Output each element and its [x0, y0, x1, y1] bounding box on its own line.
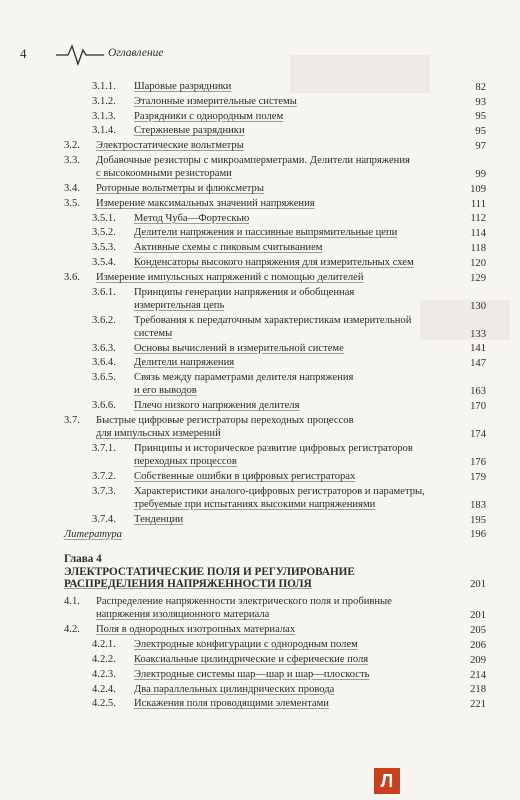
toc-entry-number: 3.4.: [64, 182, 80, 194]
toc-entry[interactable]: [64, 638, 486, 653]
toc-entry-page: 95: [475, 111, 486, 123]
toc-entry[interactable]: [64, 154, 486, 182]
toc-entry-number: 3.5.3.: [92, 242, 116, 254]
toc-entry[interactable]: [64, 124, 486, 139]
toc-entry-page: 130: [470, 300, 486, 312]
toc-entry[interactable]: [64, 241, 486, 256]
toc-entry-title-line: Метод Чуба—Фортескью: [134, 212, 250, 224]
toc-entry-page: 99: [475, 168, 486, 180]
toc-entry-page: 183: [470, 499, 486, 511]
toc-entry[interactable]: [64, 528, 486, 543]
toc-entry-title: [96, 623, 454, 636]
toc-entry-title-line: Связь между параметрами делителя напряжения: [134, 372, 354, 384]
toc-entry-title-line: и его выводов: [134, 385, 197, 397]
toc-entry-page: 111: [470, 198, 486, 210]
toc-entry-title-line: Делители напряжения: [134, 357, 235, 369]
toc-entry[interactable]: [64, 595, 486, 623]
toc-entry[interactable]: [64, 485, 486, 513]
toc-entry-title-line: Измерение максимальных значений напряжения: [96, 197, 315, 209]
toc-entry-page: 82: [475, 81, 486, 93]
toc-entry-title: [134, 697, 454, 710]
chapter-label: Глава 4: [64, 553, 102, 566]
toc-entry-title: [64, 528, 454, 541]
toc-entry-page: 214: [470, 669, 486, 681]
toc-entry-number: 3.7.2.: [92, 470, 116, 482]
toc-entry-title-line: Принципы генерации напряжения и обобщенная: [134, 286, 355, 298]
toc-entry[interactable]: [64, 653, 486, 668]
toc-entry-title-line: Электростатические вольтметры: [96, 140, 244, 152]
toc-entry-title: [134, 95, 454, 108]
toc-entry-page: 133: [470, 328, 486, 340]
toc-entry-page: 201: [470, 610, 486, 622]
toc-entry-page: 120: [470, 257, 486, 269]
toc-entry-title-line: Характеристики аналого-цифровых регистраторов и параметры,: [134, 485, 425, 497]
toc-entry-number: 3.7.1.: [92, 442, 116, 454]
toc-entry-title-line: Конденсаторы высокого напряжения для измерительных схем: [134, 256, 414, 268]
toc-entry-page: 205: [470, 625, 486, 637]
toc-entry-title-line: Разрядники с однородным полем: [134, 110, 284, 122]
toc-entry[interactable]: [64, 399, 486, 414]
toc-entry-title-line: Измерение импульсных напряжений с помощью делителей: [96, 271, 364, 283]
toc-entry-number: 3.1.1.: [92, 81, 116, 92]
toc-entry-title-line: Электродные системы шар—шар и шар—плоскость: [134, 668, 370, 680]
publisher-logo-icon: Л: [374, 768, 400, 794]
toc-entry-title-line: Литература: [64, 528, 122, 540]
toc-entry-title: [134, 638, 454, 651]
toc-entry-number: 3.2.: [64, 140, 80, 152]
toc-entry[interactable]: [64, 342, 486, 357]
toc-entry[interactable]: [64, 182, 486, 197]
toc-entry-title-line: для импульсных измерений: [96, 427, 221, 439]
toc-entry-number: 4.2.2.: [92, 653, 116, 665]
toc-entry-page: 141: [470, 343, 486, 355]
toc-entry-title: [134, 80, 454, 93]
toc-entry[interactable]: [64, 668, 486, 683]
toc-entry-title-line: Стержневые разрядники: [134, 125, 245, 137]
toc-entry-title-line: Искажения поля проводящими элементами: [134, 698, 329, 710]
toc-entry-number: 4.2.3.: [92, 668, 116, 680]
toc-entry[interactable]: [64, 110, 486, 125]
page-header: [20, 44, 500, 66]
toc-entry[interactable]: [64, 356, 486, 371]
toc-entry-title: [134, 399, 454, 412]
chapter-title-line: РАСПРЕДЕЛЕНИЯ НАПРЯЖЕННОСТИ ПОЛЯ: [64, 578, 312, 591]
toc-entry-page: 206: [470, 639, 486, 651]
toc-entry-title-line: Активные схемы с пиковым считыванием: [134, 242, 323, 254]
toc-entry-page: 129: [470, 272, 486, 284]
toc-entry-number: 3.6.1.: [92, 286, 116, 298]
section-title: Оглавление: [108, 47, 164, 59]
toc-entry-number: 3.6.6.: [92, 400, 116, 412]
toc-entry-title-line: Требования к передаточным характеристикам измерительной: [134, 314, 412, 326]
toc-entry-title: [96, 182, 454, 195]
toc-entry-number: 3.7.3.: [92, 485, 116, 497]
toc-entry-title: [134, 241, 454, 254]
toc-entry-number: 3.7.4.: [92, 513, 116, 525]
toc-entry-title: [134, 653, 454, 666]
toc-entry[interactable]: [64, 80, 486, 95]
toc-entry-title: [134, 668, 454, 681]
toc-entry-title-line: Добавочные резисторы с микроамперметрами. Делители напряжения: [96, 154, 410, 166]
toc-entry-number: 3.6.3.: [92, 342, 116, 354]
toc-entry-title: [134, 513, 454, 526]
toc-entry-title-line: измерительная цепь: [134, 299, 225, 311]
toc-entry-title: [134, 470, 454, 483]
toc-entry[interactable]: [64, 271, 486, 286]
toc-entry[interactable]: [64, 256, 486, 271]
toc-entry-title: [96, 595, 454, 621]
toc-entry-title-line: Тенденции: [134, 513, 184, 525]
toc-entry-page: 163: [470, 386, 486, 398]
toc-entry-title: [96, 197, 454, 210]
toc-entry-page: 118: [470, 242, 486, 254]
toc-entry-title-line: системы: [134, 327, 173, 339]
toc-entry-title: [134, 356, 454, 369]
chapter-heading[interactable]: [64, 553, 486, 592]
toc-entry-title: [134, 314, 454, 340]
toc-entry[interactable]: [64, 212, 486, 227]
toc-entry-title-line: Эталонные измерительные системы: [134, 95, 297, 107]
toc-entry-number: 3.5.: [64, 197, 80, 209]
toc-entry-number: 3.1.2.: [92, 95, 116, 107]
toc-entry[interactable]: [64, 697, 486, 712]
toc-entry-title-line: Делители напряжения и пассивные выпрямительные цепи: [134, 227, 398, 239]
toc-entry[interactable]: [64, 442, 486, 470]
toc-entry-title-line: Коаксиальные цилиндрические и сферические поля: [134, 653, 369, 665]
toc-entry-page: 114: [470, 228, 486, 240]
toc-entry-page: 112: [470, 213, 486, 225]
toc-entry-number: 4.2.5.: [92, 698, 116, 710]
toc-entry-page: 218: [470, 684, 486, 696]
toc-entry-number: 3.1.4.: [92, 125, 116, 137]
toc-entry-number: 3.1.3.: [92, 110, 116, 122]
toc-entry-number: 4.2.: [64, 624, 80, 636]
toc-entry-title-line: переходных процессов: [134, 455, 237, 467]
toc-entry[interactable]: [64, 226, 486, 241]
toc-entry[interactable]: [64, 470, 486, 485]
toc-entry-title-line: Роторные вольтметры и флюксметры: [96, 182, 264, 194]
toc-entry-title: [96, 271, 454, 284]
toc-entry-title-line: с высокоомными резисторами: [96, 167, 232, 179]
toc-entry-title: [134, 110, 454, 123]
toc-entry-page: 195: [470, 514, 486, 526]
toc-entry-number: 3.6.: [64, 271, 80, 283]
toc-entry-number: 4.1.: [64, 596, 80, 608]
toc-entry-title-line: Шаровые разрядники: [134, 81, 232, 92]
toc-entry-page: 97: [475, 140, 486, 152]
toc-entry-page: 196: [470, 529, 486, 541]
toc-entry-title: [134, 342, 454, 355]
toc-entry-title: [134, 485, 454, 511]
toc-entry-title: [134, 256, 454, 269]
toc-entry-title-line: Собственные ошибки в цифровых регистраторах: [134, 470, 356, 482]
toc-entry-page: 95: [475, 126, 486, 138]
toc-entry[interactable]: [64, 683, 486, 698]
toc-entry-page: 170: [470, 400, 486, 412]
toc-entry-number: 3.5.1.: [92, 212, 116, 224]
toc-entry-title: [134, 212, 454, 225]
toc-entry-title: [134, 371, 454, 397]
toc-entry-title-line: Два параллельных цилиндрических провода: [134, 683, 335, 695]
toc-entry-title-line: Электродные конфигурации с однородным полем: [134, 639, 358, 651]
toc-entry-title-line: напряжения изоляционного материала: [96, 609, 270, 621]
toc-entry-title-line: Основы вычислений в измерительной системе: [134, 342, 344, 354]
toc-entry-number: 4.2.4.: [92, 683, 116, 695]
chapter-title-line: ЭЛЕКТРОСТАТИЧЕСКИЕ ПОЛЯ И РЕГУЛИРОВАНИЕ: [64, 565, 355, 578]
toc-entry-number: 3.6.2.: [92, 314, 116, 326]
toc-entry-title: [134, 226, 454, 239]
toc-entry-title-line: Принципы и историческое развитие цифровых регистраторов: [134, 442, 413, 454]
toc-entry-title: [134, 442, 454, 468]
toc-entry-number: 3.5.4.: [92, 256, 116, 268]
toc-entry-number: 4.2.1.: [92, 639, 116, 651]
toc-entry-page: 221: [470, 699, 486, 711]
toc-entry-title: [134, 286, 454, 312]
toc-entry[interactable]: [64, 286, 486, 314]
toc-entry[interactable]: [64, 623, 486, 638]
toc-entry-page: 109: [470, 183, 486, 195]
toc-entry[interactable]: [64, 513, 486, 528]
toc-entry-page: 176: [470, 456, 486, 468]
toc-entry-page: 209: [470, 654, 486, 666]
toc-entry-title-line: требуемые при испытаниях высокими напряжениями: [134, 498, 376, 510]
table-of-contents: [64, 80, 486, 712]
toc-entry[interactable]: [64, 197, 486, 212]
toc-entry[interactable]: [64, 139, 486, 154]
toc-entry-title-line: Распределение напряженности электрического поля и пробивные: [96, 596, 392, 608]
toc-entry-page: 179: [470, 471, 486, 483]
toc-entry-page: 147: [470, 358, 486, 370]
toc-entry-number: 3.6.4.: [92, 357, 116, 369]
toc-entry-title-line: Поля в однородных изотропных материалах: [96, 624, 296, 636]
toc-entry-title-line: Плечо низкого напряжения делителя: [134, 400, 300, 412]
toc-entry[interactable]: [64, 95, 486, 110]
chapter-page: 201: [470, 578, 486, 590]
toc-entry-title: [96, 414, 454, 440]
toc-entry-number: 3.6.5.: [92, 372, 116, 384]
toc-entry-title: [134, 683, 454, 696]
toc-entry-page: 174: [470, 428, 486, 440]
toc-entry-number: 3.7.: [64, 414, 80, 426]
pulse-wave-icon: [56, 44, 104, 66]
toc-entry-page: 93: [475, 96, 486, 108]
toc-entry-title: [96, 154, 454, 180]
toc-entry[interactable]: [64, 371, 486, 399]
page-number: 4: [20, 46, 27, 61]
toc-entry[interactable]: [64, 414, 486, 442]
toc-entry-title: [96, 139, 454, 152]
toc-entry-number: 3.5.2.: [92, 227, 116, 239]
toc-entry-title: [134, 124, 454, 137]
toc-entry[interactable]: [64, 314, 486, 342]
toc-entry-number: 3.3.: [64, 154, 80, 166]
toc-entry-title-line: Быстрые цифровые регистраторы переходных процессов: [96, 414, 354, 426]
